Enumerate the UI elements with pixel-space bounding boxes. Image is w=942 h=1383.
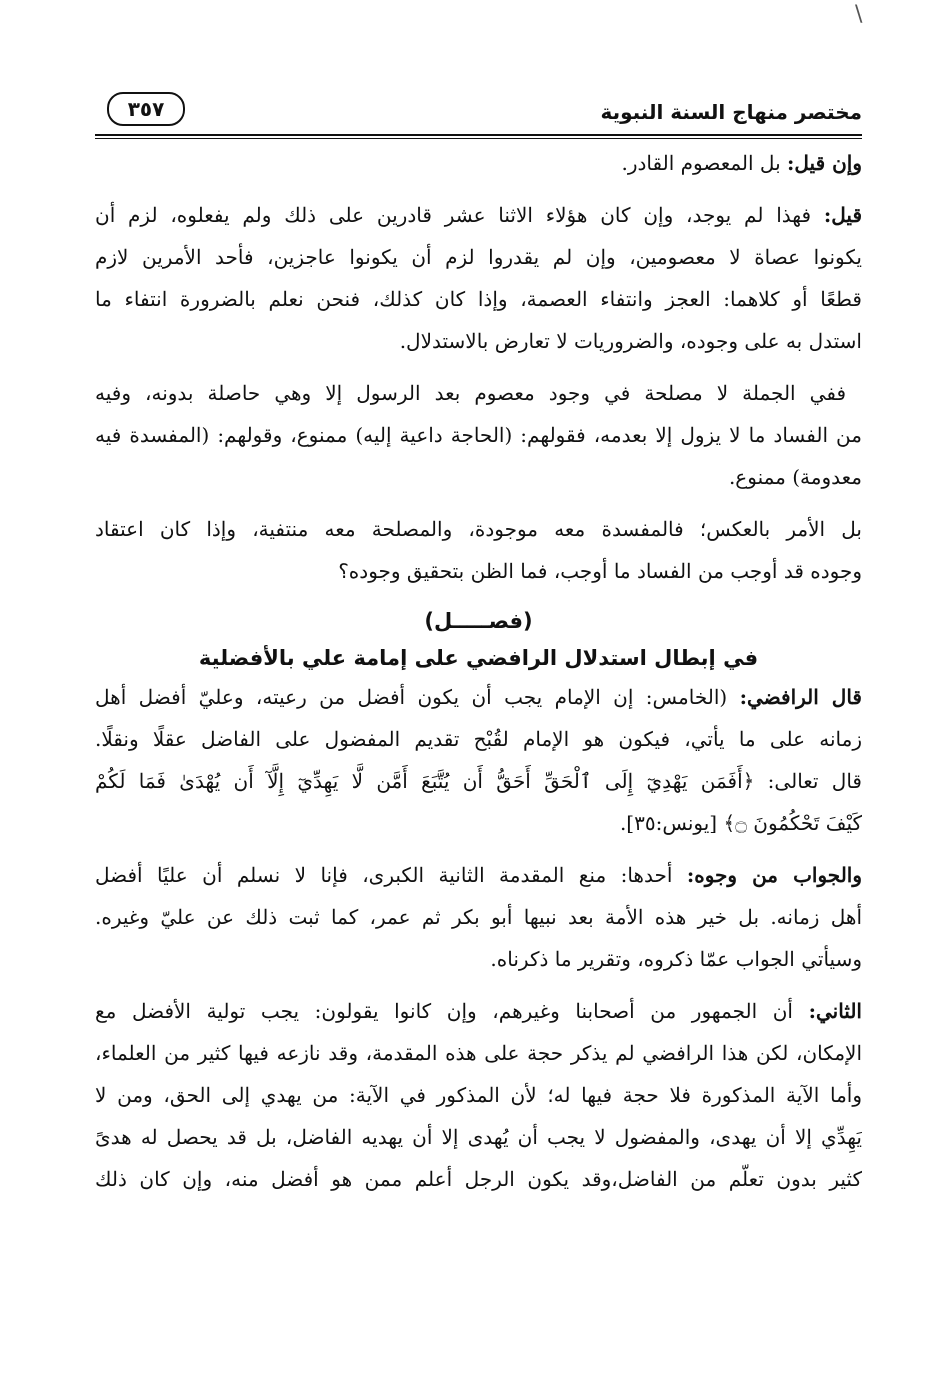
text-line: [95, 142, 862, 184]
line-text: بل المعصوم القادر.: [621, 151, 787, 175]
text-line: زمانه على ما يأتي، فيكون هو الإمام لقُبْح تقديم المفضول على الفاضل عقلًا ونقلًا.: [95, 727, 862, 751]
text-line: بل الأمر بالعكس؛ فالمفسدة معه موجودة، والمصلحة معه منتفية، وإذا كان اعتقاد: [95, 517, 862, 541]
section-subheading: في إبطال استدلال الرافضي على إمامة علي بالأفضلية: [198, 646, 759, 670]
paragraph-gap: [95, 980, 862, 990]
lead-phrase: قال الرافضي:: [739, 685, 862, 709]
text-line: الإمكان، لكن هذا الرافضي لم يذكر حجة على هذه المقدمة، وقد نازعه فيها كثير من العلماء،: [95, 1041, 862, 1065]
lead-phrase: والجواب من وجوه:: [686, 863, 862, 887]
line-text: (الخامس: إن الإمام يجب أن يكون أفضل من رعيته، وعليّ أفضل أهل: [95, 685, 740, 709]
text-line: [95, 990, 862, 1032]
lead-phrase: قيل:: [823, 203, 862, 227]
paragraph-gap: [95, 592, 862, 602]
book-title: مختصر منهاج السنة النبوية: [600, 100, 862, 124]
text-line: وأما الآية المذكورة فلا حجة فيها له؛ لأن المذكور في الآية: من يهدي إلى الحق، ومن لا: [95, 1083, 862, 1107]
header-rule-thin: [95, 138, 862, 139]
text-line: أهل زمانه. بل خير هذه الأمة بعد نبيها أبو بكر ثم عمر، كما ثبت ذلك عن عليّ وغيره.: [95, 905, 862, 929]
text-line: يكونوا عصاة لا معصومين، وإن لم يقدروا لزم أن يكونوا عاجزين، فأحد الأمرين لازم: [95, 245, 862, 269]
text-line: كثير بدون تعلّم من الفاضل،وقد يكون الرجل أعلم ممن هو أفضل منه، وإن كان ذلك: [95, 1167, 862, 1191]
text-line: يَهِدِّي إلا أن يهدى، والمفضول لا يجب أن يُهدى إلا أن يهديه الفاضل، بل قد يحصل له هدىً: [95, 1125, 862, 1149]
running-header: [95, 86, 862, 132]
line-text: فهذا لم يوجد، وإن كان هؤلاء الاثنا عشر قادرين على ذلك ولم يفعلوه، لزم أن: [95, 203, 824, 227]
section-heading: (فصـــــل): [424, 609, 533, 633]
lead-phrase: وإن قيل:: [787, 151, 862, 175]
lead-phrase: الثاني:: [808, 999, 862, 1023]
header-rule-thick: [95, 134, 862, 136]
text-line: استدل به على وجوده، والضروريات لا تعارض بالاستدلال.: [399, 329, 862, 353]
text-line: من الفساد ما لا يزول إلا بعدمه، فقولهم: (الحاجة داعية إليه) ممنوع، وقولهم: (المفسدة فيه: [95, 423, 862, 447]
text-line: وجوده قد أوجب من الفساد ما أوجب، فما الظن بتحقيق وجوده؟: [338, 559, 862, 583]
paragraph-gap: [95, 844, 862, 854]
page-number: ٣٥٧: [107, 92, 185, 126]
text-line: [95, 194, 862, 236]
line-text: أحدها: منع المقدمة الثانية الكبرى، فإنا لا نسلم أن عليًا أفضل: [95, 863, 687, 887]
quran-verse-line: قال تعالى: ﴿أَفَمَن يَهْدِيٓ إِلَى ٱلْحَقِّ أَحَقُّ أَن يُتَّبَعَ أَمَّن لَّا يَهِدِّيٓ إِلَّآ أَن يُهْدَىٰ فَمَا لَكُمْ: [95, 769, 862, 793]
paragraph-gap: [95, 362, 862, 372]
corner-mark: \: [855, 2, 863, 27]
main-text: [95, 142, 862, 1200]
line-text: أن الجمهور من أصحابنا وغيرهم، وإن كانوا يقولون: يجب تولية الأفضل مع: [95, 999, 809, 1023]
text-line: قطعًا أو كلاهما: العجز وانتفاء العصمة، وإذا كان كذلك، فنحن نعلم بالضرورة انتفاء ما: [95, 287, 862, 311]
text-line: معدومة) ممنوع.: [728, 465, 862, 489]
paragraph-gap: [95, 498, 862, 508]
quran-verse-line: كَيْفَ تَحْكُمُونَ ۝﴾ [يونس:٣٥].: [619, 811, 862, 835]
text-line: وسيأتي الجواب عمّا ذكروه، وتقرير ما ذكرناه.: [490, 947, 862, 971]
text-line: [95, 854, 862, 896]
text-line: ففي الجملة لا مصلحة في وجود معصوم بعد الرسول إلا وهي حاصلة بدونه، وفيه: [95, 381, 846, 405]
text-line: [95, 676, 862, 718]
paragraph-gap: [95, 184, 862, 194]
